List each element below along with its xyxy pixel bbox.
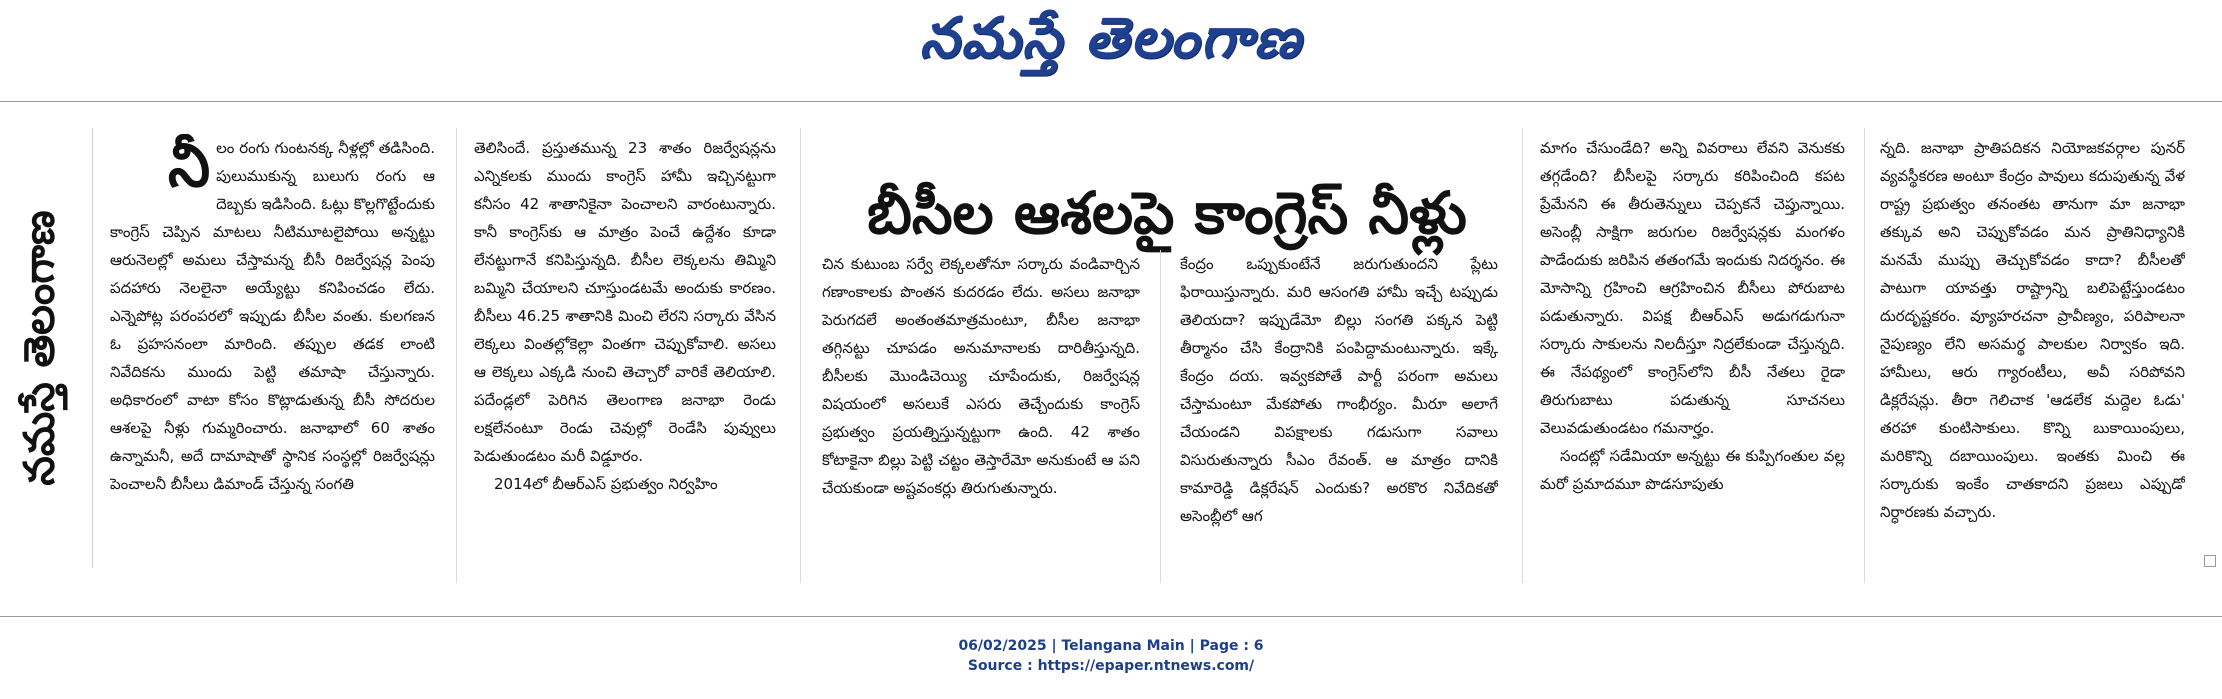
column-1-text: లం రంగు గుంటనక్క నీళ్లల్లో తడిసింది. పులుముకున్న బులుగు రంగు ఆ దెబ్బకు ఇడిసింది. ఓట్లు కొల్లగొట్టేందుకు కాంగ్రెస్ చెప్పిన మాటలు నీటిమూటలైపోయి అన్నట్టు ఆరునెలల్లో అమలు చేస్తామన్న బీసీ రిజర్వేషన్ల పెంపు పదహారు నెలలైనా అయ్యేట్టు కనిపించడం లేదు. ఎన్నెపోట్ల పరంపరలో ఇప్పుడు బీసీల వంతు. కులగణన ఓ ప్రహసనంలా మారింది. తప్పుల తడక లాంటి నివేదికను ముందు పెట్టి తమాషా చేస్తున్నారు. అధికారంలో వాటా కోసం కొట్లాడుతున్న బీసీ సోదరుల ఆశలపై నీళ్లు గుమ్మరించారు. జనాభాలో 60 శాతం ఉన్నామనీ, అదే దామాషాతో స్థానిక సంస్థల్లో రిజర్వేషన్లు పెంచాలనీ బీసీలు డిమాండ్ చేస్తున్న సంగతి — [110, 139, 435, 493]
column-4-text: కేంద్రం ఒప్పుకుంటేనే జరుగుతుందని ప్లేటు ఫిరాయిస్తున్నారు. మరి ఆసంగతి హామీ ఇచ్చే టప్పుడు తెలియదా? ఇప్పుడేమో బిల్లు సంగతి పక్కన పెట్టి తీర్మానం చేసి కేంద్రానికి పంపిద్దామంటున్నారు. ఇక్కే కేంద్రం దయ. ఇవ్వకపోతే పార్టీ పరంగా అమలు చేస్తామంటూ మేకపోతు గాంభీర్యం. మీరూ అలాగే చేయండని విపక్షాలకు గడుసుగా సవాలు విసురుతున్నారు సీఎం రేవంత్. ఆ మాత్రం దానికి కామారెడ్డి డిక్లరేషన్ ఎందుకు? అరకొర నివేదికతో అసెంబ్లీలో ఆగ — [1180, 255, 1498, 525]
column-5-paragraph-2: సందట్లో సడేమియా అన్నట్టు ఈ కుప్పిగంతుల వల్ల మరో ప్రమాదమూ పొడసూపుతు — [1540, 447, 1845, 493]
article-column-1 — [110, 134, 435, 586]
article-column-3 — [822, 250, 1140, 586]
edition-info: 06/02/2025 | Telangana Main | Page : 6 — [958, 638, 1264, 654]
column-2-paragraph-1: తెలిసిందే. ప్రస్తుతమున్న 23 శాతం రిజర్వేషన్లను ఎన్నికలకు ముందు కాంగ్రెస్ హామీ ఇచ్చినట్టుగా కనీసం 42 శాతానికైనా పెంచాలని వారంటున్నారు. కానీ కాంగ్రెస్‌కు ఆ మాత్రం పెంచే ఉద్దేశం కూడా లేనట్టుగానే కనిపిస్తున్నది. బీసీల లెక్కలను తిమ్మిని బమ్మిని చేయాలని చూస్తుండటమే అందుకు కారణం. బీసీలు 46.25 శాతానికి మించి లేరని సర్కారు వేసిన లెక్కలు వింతల్లోకెల్లా వింతగా చెప్పుకోవాలి. అసలు ఆ లెక్కలు ఎక్కడి నుంచి తెచ్చారో వారికే తెలియాలి. పదేండ్లలో పెరిగిన తెలంగాణ జనాభా రెండు లక్షలేనంటూ రెండు చెవుల్లో రెండేసి పువ్వులు పెడుతుండటం మరీ విడ్డూరం. — [474, 139, 776, 465]
side-ribbon-divider — [92, 128, 93, 568]
column-5-paragraph-1: మాగం చేసుండేది? అన్ని వివరాలు లేవని వెనుకకు తగ్గడేంది? బీసీలపై సర్కారు కరిపించింది కపట ప్రేమేనని ఈ తీరుతెన్నులు చెప్పకనే చెప్తున్నాయి. అసెంబ్లీ సాక్షిగా జరుగుల రిజర్వేషన్లకు మంగళం పాడేందుకు జరిపిన తతంగమే ఇందుకు నిదర్శనం. ఈ మోసాన్ని గ్రహించి ఆగ్రహించిన బీసీలు పోరుబాట పడుతున్నారు. విపక్ష బీఆర్ఎస్ అడుగడుగునా సర్కారు సాకులను నిలదీస్తూ నిద్రలేకుండా చేస్తున్నది. ఈ నేపథ్యంలో కాంగ్రెస్‌లోని బీసీ నేతలు రైడా తిరుగుబాటు పడుతున్న సూచనలు వెలువడుతుండటం గమనార్హం. — [1540, 139, 1845, 437]
side-ribbon — [0, 128, 90, 568]
column-divider — [1522, 128, 1523, 583]
bottom-divider — [0, 616, 2222, 617]
article-column-6 — [1880, 134, 2185, 586]
drop-cap: నీ — [168, 134, 211, 201]
column-divider — [456, 128, 457, 583]
masthead-title: నమస్తే తెలంగాణ — [919, 5, 1303, 71]
column-2-paragraph-2: 2014లో బీఆర్ఎస్ ప్రభుత్వం నిర్వహిం — [494, 475, 718, 493]
column-divider — [1160, 250, 1161, 583]
article-column-4 — [1180, 250, 1498, 586]
side-ribbon-label: నమస్తే తెలంగాణ — [15, 210, 64, 486]
column-3-text: చిన కుటుంబ సర్వే లెక్కలతోనూ సర్కారు వండివార్చిన గణాంకాలకు పొంతన కుదరడం లేదు. అసలు జనాభా పెరుగదలే అంతంతమాత్రమంటూ, బీసీల జనాభా తగ్గినట్టు చూపడం అనుమానాలకు దారితీస్తున్నది. బీసీలకు మొండిచెయ్యి చూపేందుకు, రిజర్వేషన్ల విషయంలో అసలుకే ఎసరు తెచ్చేందుకు కాంగ్రెస్ ప్రభుత్వం ప్రయత్నిస్తున్నట్టుగా ఉంది. 42 శాతం కోటాకైనా బిల్లు పెట్టి చట్టం తెస్తారేమో అనుకుంటే ఆ పని చేయకుండా అష్టవంకర్లు తిరుగుతున్నారు. — [822, 255, 1140, 497]
source-link[interactable]: Source : https://epaper.ntnews.com/ — [967, 658, 1255, 674]
top-divider — [0, 101, 2222, 102]
page-footer — [0, 636, 2222, 676]
article-headline: బీసీల ఆశలపై కాంగ్రెస్ నీళ్లు — [867, 178, 1467, 247]
masthead — [0, 0, 2222, 90]
column-divider — [1864, 128, 1865, 583]
article-column-2 — [474, 134, 776, 586]
column-divider — [800, 128, 801, 583]
column-6-text: న్నది. జనాభా ప్రాతిపదికన నియోజకవర్గాల పునర్ వ్యవస్థీకరణ అంటూ కేంద్రం పావులు కదుపుతున్న వేళ రాష్ట్ర ప్రభుత్వం తనంతట తానుగా మా జనాభా తక్కువ అని చెప్పుకోవడం మన ప్రాతినిధ్యానికి మనమే ముప్పు తెచ్చుకోవడం కాదా? బీసీలతో పాటుగా యావత్తు రాష్ట్రాన్ని బలిపెట్టేస్తుండటం దురదృష్టకరం. వ్యూహరచనా ప్రావీణ్యం, పరిపాలనా నైపుణ్యం లేని అసమర్థ పాలకుల నిర్వాకం ఇది. హామీలు, ఆరు గ్యారంటీలు, అవీ సరిపోవని డిక్లరేషన్లు. తీరా గెలిచాక 'ఆడలేక మద్దెల ఓడు' తరహా కుంటిసాకులు. కొన్ని బుకాయింపులు, మరికొన్ని దబాయింపులు. ఇంతకు మించి ఈ సర్కారుకు ఇంకేం చాతకాదని ప్రజలు ఎప్పుడో నిర్ధారణకు వచ్చారు. — [1880, 139, 2185, 521]
article-column-5 — [1540, 134, 1845, 586]
end-of-article-mark — [2204, 555, 2216, 567]
